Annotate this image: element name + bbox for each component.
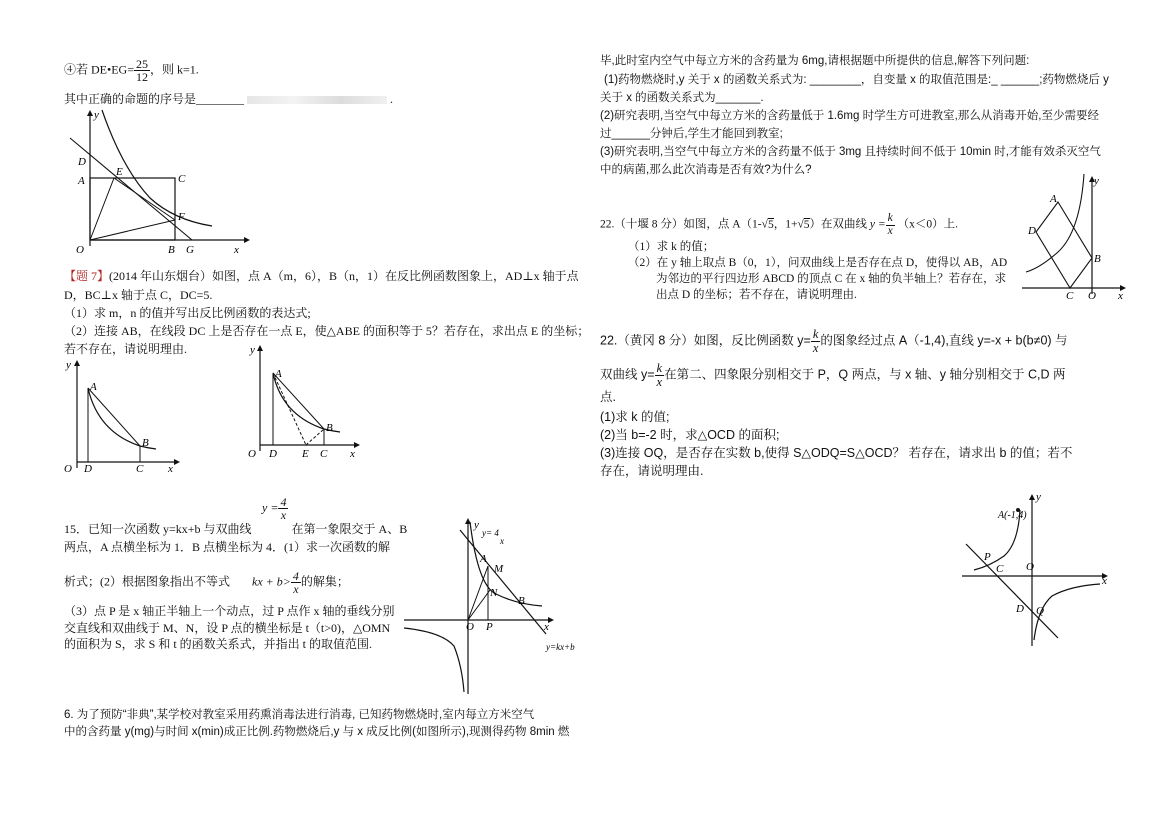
- fig5-label: P: [984, 551, 991, 563]
- fig3-label: x: [544, 621, 549, 633]
- q22b-line1: 22.（黄冈 8 分）如图，反比例函数 y= $\frac{k}{x}$ 的图象经过点 A（-1,4),直线 y=-x + b(b≠0) 与: [600, 327, 1068, 355]
- fig2b-label: B: [326, 422, 333, 434]
- figure-q7-right: [248, 343, 360, 461]
- q22b-line7: 存在，请说明理由.: [600, 464, 704, 478]
- q22b-line4: (1)求 k 的值;: [600, 410, 670, 424]
- q7-line5: 若不存在，请说明理由.: [64, 342, 188, 356]
- q6-line2: 中的含药量 y(mg)与时间 x(min)成正比例.药物燃烧后,y 与 x 成反比例(如图所示),现测得药物 8min 燃: [64, 726, 570, 738]
- q15-line1: 15．已知一次函数 y=kx+b 与双曲线 在第一象限交于 A、B: [64, 522, 408, 536]
- fig1-label: F: [178, 211, 185, 223]
- fig1-label: O: [76, 244, 84, 256]
- q15-formula-top: y = $\frac{4}{x}$: [262, 495, 287, 522]
- fig3-label: y=kx+b: [546, 642, 575, 652]
- fig5-label: y: [1036, 491, 1041, 503]
- figure-parallelogram: [1018, 172, 1128, 300]
- q6cont-line1: 毕,此时室内空气中每立方米的含药量为 6mg,请根据题中所提供的信息,解答下列问题:: [600, 55, 1030, 67]
- q6-line1: 6. 为了预防“非典”,某学校对教室采用药熏消毒法进行消毒, 已知药物燃烧时,室内每立方米空气: [64, 709, 535, 721]
- figure-q22b: [960, 490, 1110, 650]
- q22a-line5: 出点 D 的坐标；若不存在，请说明理由.: [656, 289, 857, 301]
- fig4-label: A: [1050, 193, 1057, 205]
- figure-q7-left: [62, 358, 180, 476]
- fig2b-label: A: [275, 368, 282, 380]
- line-y-neg-x-plus-b: [966, 544, 1058, 638]
- fig2b-label: O: [248, 448, 256, 460]
- fig2a-label: O: [64, 463, 72, 475]
- fig1-label: E: [116, 166, 123, 178]
- figure-square-hyperbola: [62, 108, 252, 256]
- fig3-label: N: [490, 587, 498, 599]
- q22b-line2: 双曲线 y= $\frac{k}{x}$ 在第二、四象限分别相交于 P，Q 两点，与 x 轴、y 轴分别相交于 C,D 两: [600, 361, 1066, 389]
- q22a-line2: （1）求 k 的值；: [628, 241, 715, 253]
- correct-prompt: 其中正确的命题的序号是________ .: [64, 92, 394, 106]
- fig3-label: O: [466, 621, 474, 633]
- rectangle-oacb: [90, 178, 175, 240]
- fig4-label: D: [1028, 225, 1036, 237]
- q15-line4: （3）点 P 是 x 轴正半轴上一个动点，过 P 点作 x 轴的垂线分别: [64, 604, 395, 618]
- fig2a-label: A: [90, 381, 97, 393]
- fig1-label: A: [78, 175, 85, 187]
- fig2b-label: x: [350, 448, 355, 460]
- fig5-label: D: [1016, 603, 1024, 615]
- item4-statement: ④若 DE•EG= $\frac{25}{12}$ ，则 k=1.: [64, 57, 199, 84]
- q7-line1: 【题 7】(2014 年山东烟台）如图，点 A（m，6），B（n，1）在反比例函数图象上，AD⊥x 轴于点: [64, 269, 579, 283]
- fig4-label: C: [1066, 290, 1074, 302]
- fig2a-label: y: [66, 359, 71, 371]
- fig2b-label: C: [320, 448, 328, 460]
- hyperbola-third-quadrant: [404, 628, 464, 692]
- q6cont-line4: (2)研究表明,当空气中每立方米的含药量低于 1.6mg 时学生方可进教室,那么从消毒开始,至少需要经: [600, 110, 1099, 122]
- fig3-label: M: [494, 563, 504, 575]
- fig5-label: C: [996, 563, 1004, 575]
- fig2a-label: x: [168, 463, 173, 475]
- sqrt-symbol: √: [761, 218, 768, 231]
- fig1-label: x: [234, 244, 239, 256]
- fig2b-label: D: [269, 448, 277, 460]
- fig1-label: B: [168, 244, 175, 256]
- fig5-label: A(-1,4): [998, 510, 1027, 521]
- fig3-label: B: [518, 595, 525, 607]
- fig2b-label: E: [302, 448, 309, 460]
- q22a-line3: （2）在 y 轴上取点 B（0，1），问双曲线上是否存在点 D，使得以 AB，AD: [628, 257, 1008, 269]
- q7-line3: （1）求 m，n 的值并写出反比例函数的表达式;: [64, 306, 311, 320]
- fig1-label: y: [94, 109, 99, 121]
- q7-tag: 【题 7】: [64, 269, 110, 283]
- fig2a-label: B: [142, 437, 149, 449]
- q22b-line6: (3)连接 OQ，是否存在实数 b,使得 S△ODQ=S△OCD？ 若存在，请求出 b 的值；若不: [600, 446, 1073, 460]
- fig5-label: Q: [1036, 605, 1044, 617]
- fig3-label: A: [480, 553, 487, 565]
- fig4-label: O: [1088, 290, 1096, 302]
- q6cont-line6: (3)研究表明,当空气中每立方米的含药量不低于 3mg 且持续时间不低于 10min 时,才能有效杀灭空气: [600, 146, 1101, 158]
- fig4-label: x: [1118, 290, 1123, 302]
- fig5-label: O: [1026, 561, 1034, 573]
- blurred-answer: [247, 96, 387, 104]
- fig3-label: x: [500, 536, 504, 546]
- fig2a-label: D: [84, 463, 92, 475]
- q6cont-line5: 过______分钟后,学生才能回到教室;: [600, 128, 783, 140]
- q6cont-line7: 中的病菌,那么此次消毒是否有效?为什么?: [600, 164, 812, 176]
- q7-line2: D，BC⊥x 轴于点 C，DC=5.: [64, 288, 213, 302]
- fig1-label: C: [178, 173, 186, 185]
- fig2b-label: y: [250, 344, 255, 356]
- q22a-line4: 为邻边的平行四边形 ABCD 的顶点 C 在 x 轴的负半轴上？若存在，求: [656, 273, 1007, 285]
- fig5-label: x: [1102, 575, 1107, 587]
- fraction-25-12: $\frac{25}{12}$: [135, 57, 148, 84]
- line-de-fg: [70, 138, 192, 240]
- q22b-line5: (2)当 b=-2 时，求△OCD 的面积;: [600, 428, 780, 442]
- fig3-label: P: [486, 621, 493, 633]
- fig4-label: y: [1094, 175, 1099, 187]
- q7-line4: （2）连接 AB，在线段 DC 上是否存在一点 E，使△ABE 的面积等于 5？若存在，求出点 E 的坐标；: [64, 324, 590, 338]
- q15-line2: 两点，A 点横坐标为 1．B 点横坐标为 4．(1）求一次函数的解: [64, 540, 391, 554]
- q6cont-line2: (1)药物燃烧时,y 关于 x 的函数关系式为: ________，自变量 x 的取值范围是:_ ______;药物燃烧后 y: [604, 74, 1109, 86]
- q6cont-line3: 关于 x 的函数关系式为_______.: [600, 92, 764, 104]
- fig1-label: G: [186, 244, 194, 256]
- fig3-label: y: [474, 519, 479, 531]
- fig4-label: B: [1094, 253, 1101, 265]
- q15-line6: 的面积为 S，求 S 和 t 的函数关系式，并指出 t 的取值范围.: [64, 637, 373, 651]
- q15-line5: 交直线和双曲线于 M、N，设 P 点的横坐标是 t（t>0)，△OMN: [64, 621, 391, 635]
- q22b-line3: 点.: [600, 390, 616, 404]
- q15-line3: 析式；(2）根据图象指出不等式 kx + b> $\frac{4}{x}$ 的解集；: [64, 569, 349, 596]
- hyperbola-curve: [1026, 174, 1084, 272]
- fig2a-label: C: [136, 463, 144, 475]
- q22a-line1: 22.（十堰 8 分）如图，点 A（1-√5，1+√5）在双曲线 y = $\frac{k}{x}$ （x＜0）上.: [600, 212, 958, 237]
- fig3-label: y= 4: [482, 528, 499, 538]
- figure-q15: [396, 516, 590, 696]
- fig1-label: D: [78, 156, 86, 168]
